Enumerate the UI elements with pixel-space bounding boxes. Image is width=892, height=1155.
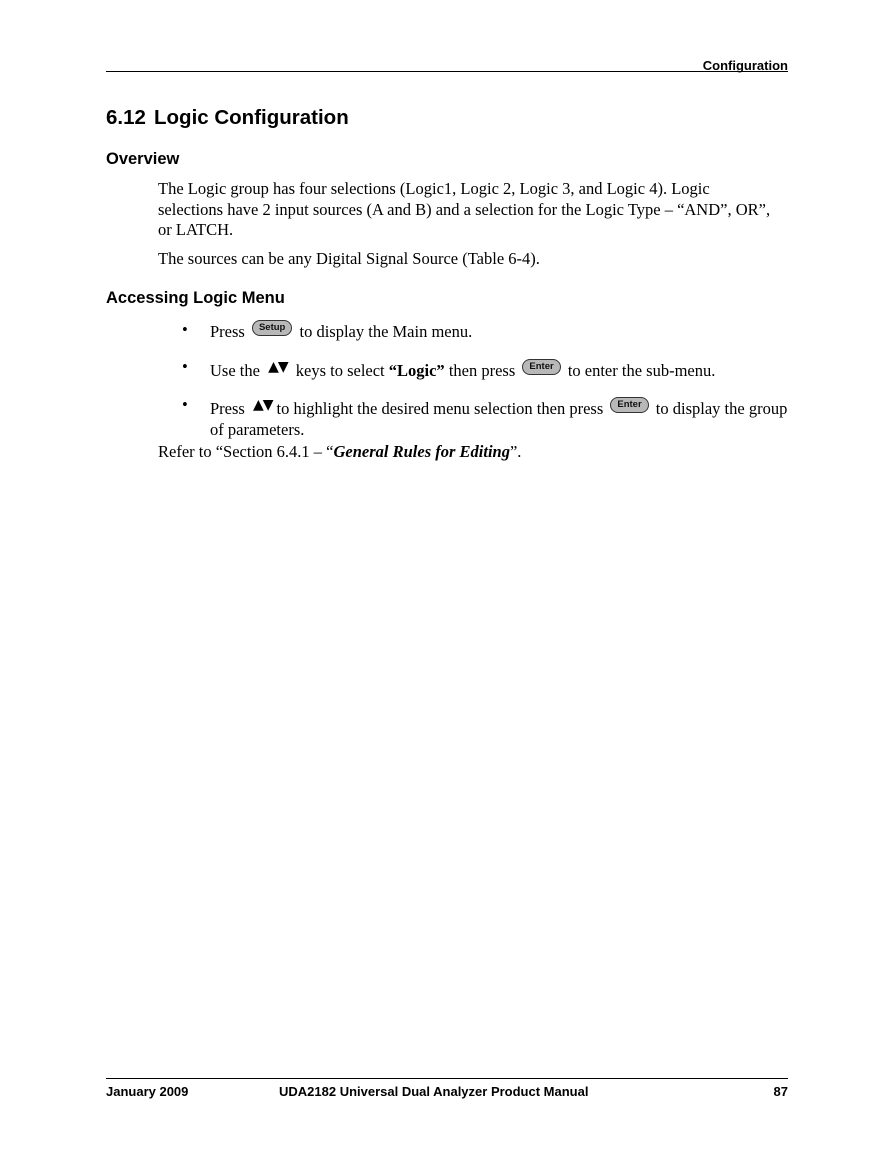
instruction-list	[158, 320, 788, 454]
list-text: to highlight the desired menu selection then press	[276, 399, 604, 418]
running-header: Configuration	[702, 58, 788, 73]
section-title: Logic Configuration	[154, 106, 349, 129]
bullet-icon: •	[182, 395, 188, 414]
overview-paragraph-1: The Logic group has four selections (Logic1, Logic 2, Logic 3, and Logic 4). Logic selections have 2 input sources (A and B) and a selection for the Logic Type – “AND”, OR”, or LATCH.	[158, 179, 771, 239]
list-item	[158, 357, 788, 382]
header-rule	[106, 71, 788, 72]
overview-heading: Overview	[106, 150, 180, 168]
footer-manual-title: UDA2182 Universal Dual Analyzer Product Manual	[279, 1084, 589, 1099]
accessing-heading: Accessing Logic Menu	[106, 289, 285, 307]
reference-suffix: ”.	[509, 442, 522, 461]
list-item	[158, 395, 788, 440]
list-text: to enter the sub-menu.	[567, 360, 716, 380]
list-text: Press	[210, 399, 245, 418]
list-text: to display the Main menu.	[299, 322, 473, 341]
reference-link-text[interactable]: General Rules for Editing	[333, 442, 510, 461]
reference-prefix: Refer to “Section 6.4.1 – “	[158, 442, 334, 461]
enter-key-icon: Enter	[610, 397, 648, 413]
list-text: to display the group of parameters.	[210, 399, 788, 439]
bullet-icon: •	[182, 356, 188, 376]
up-down-arrows-icon: ▲▼	[252, 397, 273, 413]
enter-key-icon: Enter	[522, 359, 560, 375]
list-text: then press	[448, 360, 516, 380]
bullet-icon: •	[182, 320, 188, 339]
list-text: keys to select	[295, 360, 385, 380]
list-text: Use the	[210, 360, 260, 380]
footer-date: January 2009	[106, 1084, 189, 1099]
list-text: Press	[210, 322, 245, 341]
reference-line	[158, 442, 521, 463]
overview-paragraph-2: The sources can be any Digital Signal Source (Table 6-4).	[158, 249, 540, 268]
setup-key-icon: Setup	[252, 320, 292, 336]
up-down-arrows-icon: ▲▼	[268, 358, 288, 375]
logic-term: “Logic”	[388, 360, 445, 380]
footer-rule	[106, 1078, 788, 1079]
section-number: 6.12	[106, 106, 146, 129]
section-heading	[106, 106, 349, 130]
list-item	[158, 320, 788, 343]
page-number: 87	[773, 1084, 788, 1099]
